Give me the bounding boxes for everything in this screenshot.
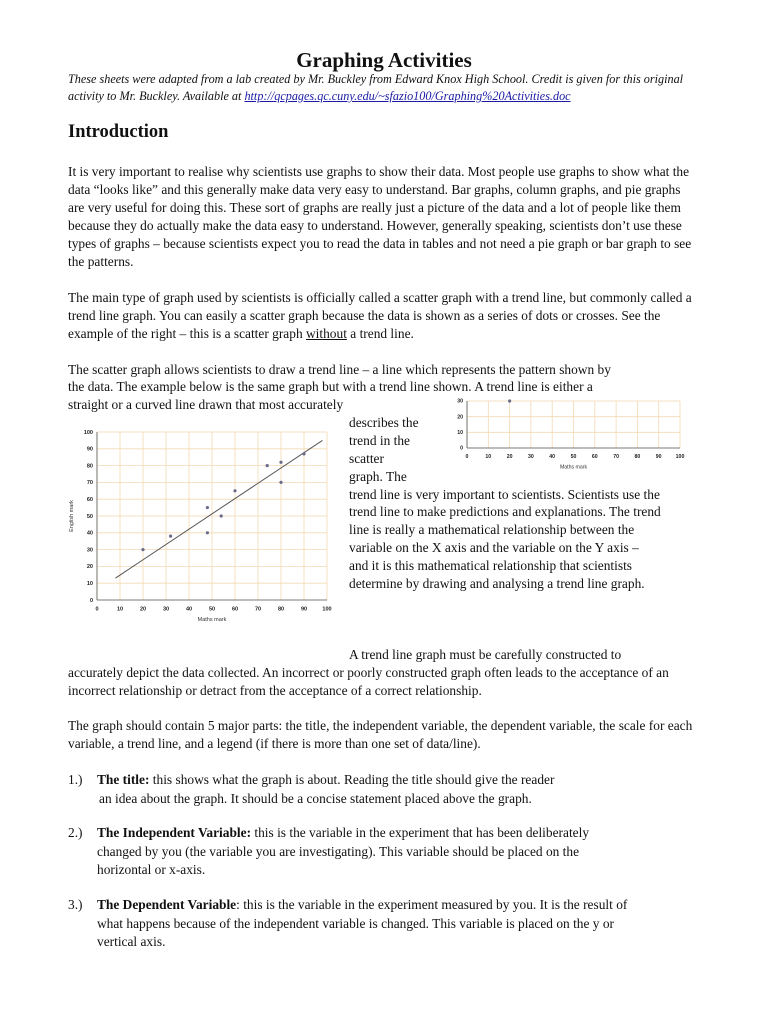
data-point (266, 464, 269, 467)
credit-note (68, 71, 708, 105)
data-point (508, 399, 511, 402)
y-tick-label: 70 (86, 480, 93, 487)
paragraph-3-line: and it is this mathematical relationship that scientists (349, 558, 633, 573)
x-axis-label: Maths mark (559, 464, 588, 471)
x-tick-label: 70 (254, 606, 262, 613)
list-number: 3.) (68, 897, 83, 912)
x-tick-label: 30 (528, 454, 534, 461)
x-tick-label: 30 (162, 606, 170, 613)
x-tick-label: 0 (465, 454, 469, 461)
x-tick-label: 50 (570, 454, 577, 461)
data-point (206, 506, 209, 509)
list-term: The title: (97, 772, 150, 787)
x-tick-label: 10 (116, 606, 124, 613)
paragraph-3-line: trend line is very important to scientists. Scientists use the (349, 487, 660, 502)
data-point (279, 481, 282, 484)
list-text: vertical axis. (97, 934, 166, 949)
page-title: Graphing Activities (296, 48, 472, 72)
data-point (233, 489, 236, 492)
x-tick-label: 80 (634, 454, 641, 461)
x-tick-label: 90 (300, 606, 308, 613)
list-text: horizontal or x-axis. (97, 862, 206, 877)
y-tick-label: 50 (86, 513, 93, 520)
y-tick-label: 0 (460, 445, 463, 452)
y-tick-label: 90 (86, 446, 93, 453)
list-item (68, 771, 708, 811)
x-tick-label: 70 (613, 454, 619, 461)
trend-line (115, 440, 322, 578)
paragraph-2-text: The main type of graph used by scientists is officially called a scatter graph with a trend line, but commonly called a trend line graph. You can easily a scatter graph because the data is shown as a series of dots or crosses. See the example of the right – this is a scatter graph (68, 290, 692, 341)
y-tick-label: 80 (86, 463, 93, 470)
x-tick-label: 20 (506, 454, 513, 461)
x-tick-label: 100 (675, 454, 685, 461)
paragraph-3-line: describes the (349, 415, 419, 430)
list-term: The Dependent Variable (97, 897, 237, 912)
list-number: 2.) (68, 825, 83, 840)
y-tick-label: 40 (86, 530, 93, 537)
list-text: what happens because of the independent variable is changed. This variable is placed on the y or (97, 915, 614, 931)
y-tick-label: 30 (86, 547, 93, 554)
paragraph-2 (68, 289, 700, 343)
source-link[interactable]: http://qcpages.qc.cuny.edu/~sfazio100/Graphing%20Activities.doc (244, 89, 571, 103)
x-tick-label: 60 (231, 606, 239, 613)
paragraph-4: accurately depict the data collected. An incorrect or poorly constructed graph often leads to the acceptance of an incorrect relationship or detract from the acceptance of a correct relationship. (68, 665, 669, 698)
y-tick-label: 10 (86, 581, 93, 588)
y-tick-label: 60 (86, 497, 93, 504)
x-tick-label: 50 (208, 606, 216, 613)
y-tick-label: 20 (86, 564, 93, 571)
paragraph-3-line: scatter (349, 451, 384, 466)
paragraph-3-line: line is really a mathematical relationship between the (349, 522, 635, 537)
x-tick-label: 10 (485, 454, 492, 461)
x-tick-label: 100 (322, 606, 332, 613)
list-text: : this is the variable in the experiment measured by you. It is the result of (236, 897, 628, 912)
paragraph-3-line: trend line to make predictions and explanations. The trend (349, 504, 661, 519)
paragraph-2-emphasis: without (306, 326, 347, 341)
x-tick-label: 0 (95, 606, 99, 613)
list-text: changed by you (the variable you are investigating). This variable should be placed on the (97, 843, 580, 859)
list-text: this shows what the graph is about. Reading the title should give the reader (149, 772, 555, 787)
paragraph-3-line: variable on the X axis and the variable on the Y axis – (349, 540, 639, 555)
paragraph-5: The graph should contain 5 major parts: the title, the independent variable, the dependent variable, the scale for each variable, a trend line, and a legend (if there is more than one set of data/line). (68, 718, 693, 751)
list-number: 1.) (68, 772, 83, 787)
paragraph-1: It is very important to realise why scientists use graphs to show their data. Most people use graphs to show what the data “looks like” and this generally make data very easy to understand. Bar graphs, column graphs, and pie graphs are very useful for doing this. These sort of graphs are really just a picture of the data and a lot of people like them because they do actually make the data easy to understand. However, generally speaking, scientists don’t use these types of graphs – because scientists expect you to read the data in tables and not need a pie graph or bar graph to see the patterns. (68, 164, 692, 269)
paragraph-4-line: A trend line graph must be carefully constructed to (349, 647, 622, 662)
paragraph-3-line: determine by drawing and analysing a trend line graph. (349, 576, 645, 591)
y-tick-label: 20 (457, 414, 463, 421)
credit-text: These sheets were adapted from a lab created by Mr. Buckley from Edward Knox High School. Credit is given for this original activity to Mr. Buckley. Available at (68, 72, 684, 103)
list-text: this is the variable in the experiment that has been deliberately (251, 825, 590, 840)
trend-line-chart (68, 420, 340, 632)
x-tick-label: 40 (549, 454, 556, 461)
y-tick-label: 10 (457, 430, 463, 437)
scatter-chart-small (448, 396, 693, 476)
x-tick-label: 20 (139, 606, 147, 613)
y-tick-label: 100 (83, 429, 93, 436)
data-point (169, 535, 172, 538)
y-tick-label: 30 (457, 398, 463, 405)
x-tick-label: 90 (655, 454, 662, 461)
data-point (220, 514, 223, 517)
list-item (68, 824, 708, 884)
paragraph-3-line: The scatter graph allows scientists to draw a trend line – a line which represents the pattern shown by (68, 362, 611, 377)
data-point (206, 531, 209, 534)
paragraph-3-line: trend in the (349, 433, 410, 448)
x-tick-label: 40 (185, 606, 193, 613)
paragraph-3-line: straight or a curved line drawn that most accurately (68, 397, 344, 412)
list-term: The Independent Variable: (97, 825, 252, 840)
data-point (302, 452, 305, 455)
x-axis-label: Maths mark (197, 617, 227, 623)
paragraph-3-line: graph. The (349, 469, 407, 484)
data-point (279, 461, 282, 464)
list-text: an idea about the graph. It should be a concise statement placed above the graph. (99, 790, 532, 806)
paragraph-3-line: the data. The example below is the same graph but with a trend line shown. A trend line is either a (68, 379, 593, 394)
y-tick-label: 0 (89, 597, 93, 604)
x-tick-label: 80 (277, 606, 285, 613)
y-axis-label: English mark (69, 500, 75, 532)
list-item (68, 896, 708, 956)
paragraph-2-tail: a trend line. (350, 326, 414, 341)
data-point (141, 548, 144, 551)
intro-heading: Introduction (68, 122, 169, 142)
x-tick-label: 60 (591, 454, 598, 461)
